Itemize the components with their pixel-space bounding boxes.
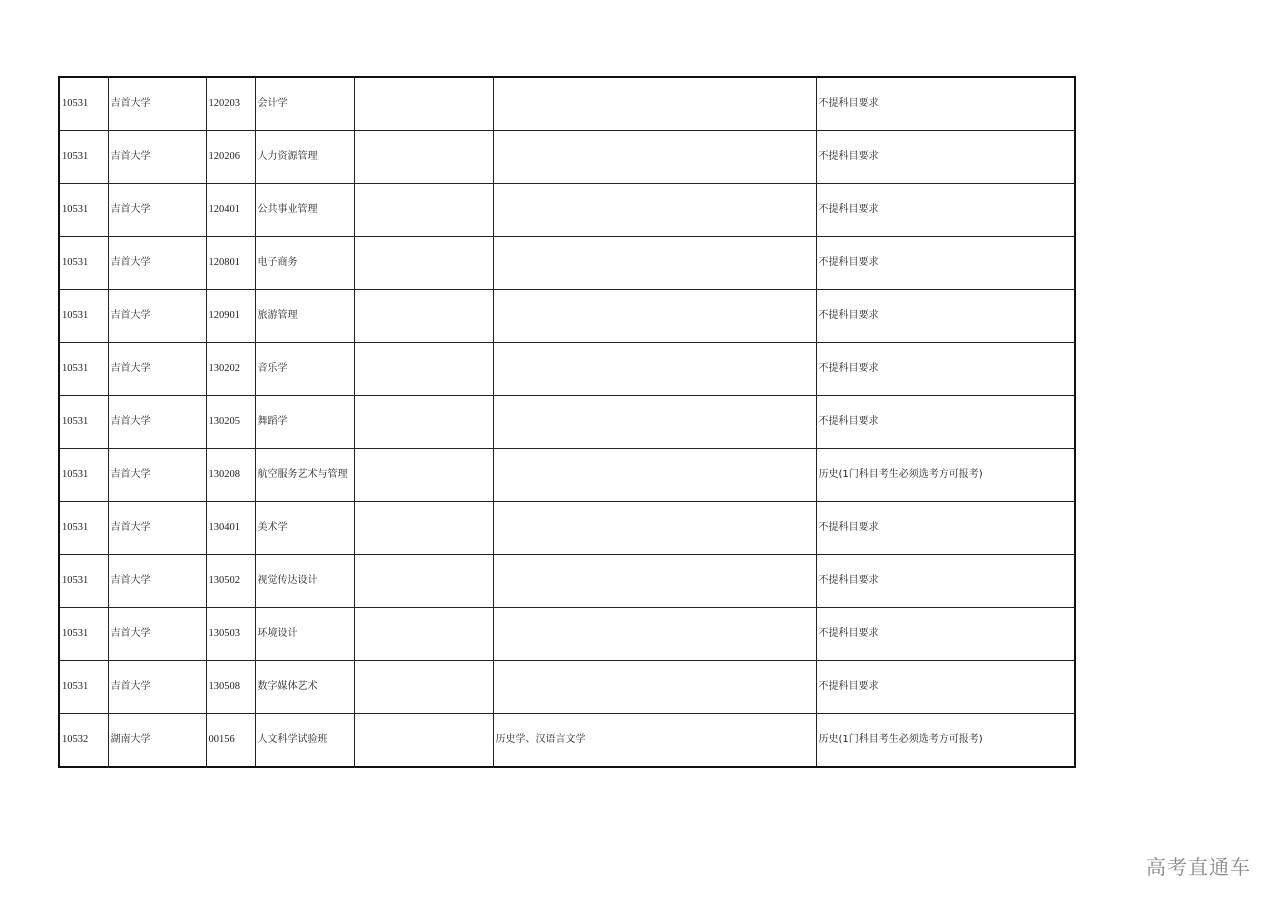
major-code-cell: 120401	[206, 184, 255, 237]
school-code-cell: 10531	[59, 661, 108, 714]
major-name-cell: 旅游管理	[255, 290, 354, 343]
school-code-cell: 10531	[59, 502, 108, 555]
subject-requirement-cell: 不提科目要求	[816, 555, 1075, 608]
subject-requirement-cell: 不提科目要求	[816, 184, 1075, 237]
blank-cell	[354, 131, 493, 184]
table-row	[59, 714, 1075, 768]
blank-cell	[354, 290, 493, 343]
school-code-cell: 10531	[59, 237, 108, 290]
school-name-cell: 吉首大学	[108, 502, 206, 555]
subject-requirement-cell: 不提科目要求	[816, 77, 1075, 131]
school-name-cell: 吉首大学	[108, 237, 206, 290]
subject-requirement-cell: 不提科目要求	[816, 502, 1075, 555]
major-name-cell: 环境设计	[255, 608, 354, 661]
included-majors-cell	[493, 502, 816, 555]
major-name-cell: 人文科学试验班	[255, 714, 354, 768]
major-code-cell: 00156	[206, 714, 255, 768]
included-majors-cell	[493, 608, 816, 661]
included-majors-cell	[493, 290, 816, 343]
school-code-cell: 10531	[59, 396, 108, 449]
blank-cell	[354, 396, 493, 449]
major-code-cell: 120801	[206, 237, 255, 290]
table-row	[59, 555, 1075, 608]
school-name-cell: 吉首大学	[108, 131, 206, 184]
subject-requirement-cell: 不提科目要求	[816, 396, 1075, 449]
school-name-cell: 吉首大学	[108, 396, 206, 449]
included-majors-cell	[493, 77, 816, 131]
school-name-cell: 吉首大学	[108, 661, 206, 714]
included-majors-cell	[493, 184, 816, 237]
blank-cell	[354, 343, 493, 396]
major-name-cell: 人力资源管理	[255, 131, 354, 184]
major-code-cell: 130503	[206, 608, 255, 661]
major-name-cell: 公共事业管理	[255, 184, 354, 237]
table-row	[59, 343, 1075, 396]
school-code-cell: 10532	[59, 714, 108, 768]
school-name-cell: 吉首大学	[108, 555, 206, 608]
major-name-cell: 视觉传达设计	[255, 555, 354, 608]
table-row	[59, 77, 1075, 131]
major-name-cell: 音乐学	[255, 343, 354, 396]
table-row	[59, 290, 1075, 343]
subject-requirement-cell: 历史(1门科目考生必须选考方可报考)	[816, 449, 1075, 502]
major-name-cell: 电子商务	[255, 237, 354, 290]
subject-requirement-cell: 不提科目要求	[816, 608, 1075, 661]
subject-requirement-cell: 不提科目要求	[816, 343, 1075, 396]
included-majors-cell	[493, 449, 816, 502]
school-name-cell: 吉首大学	[108, 608, 206, 661]
school-code-cell: 10531	[59, 290, 108, 343]
blank-cell	[354, 555, 493, 608]
blank-cell	[354, 77, 493, 131]
table-row	[59, 449, 1075, 502]
school-code-cell: 10531	[59, 608, 108, 661]
included-majors-cell	[493, 131, 816, 184]
subject-requirement-cell: 不提科目要求	[816, 131, 1075, 184]
school-code-cell: 10531	[59, 449, 108, 502]
table-row	[59, 661, 1075, 714]
subject-requirement-cell: 不提科目要求	[816, 237, 1075, 290]
subject-requirement-cell: 不提科目要求	[816, 290, 1075, 343]
blank-cell	[354, 237, 493, 290]
major-name-cell: 舞蹈学	[255, 396, 354, 449]
blank-cell	[354, 714, 493, 768]
major-code-cell: 120206	[206, 131, 255, 184]
major-code-cell: 130202	[206, 343, 255, 396]
school-name-cell: 吉首大学	[108, 77, 206, 131]
blank-cell	[354, 608, 493, 661]
major-name-cell: 美术学	[255, 502, 354, 555]
blank-cell	[354, 502, 493, 555]
major-code-cell: 130205	[206, 396, 255, 449]
subject-requirements-table	[58, 76, 1076, 768]
major-code-cell: 120901	[206, 290, 255, 343]
major-name-cell: 会计学	[255, 77, 354, 131]
school-name-cell: 吉首大学	[108, 449, 206, 502]
table-row	[59, 608, 1075, 661]
watermark-logo-text: 高考直通车	[1146, 855, 1251, 879]
included-majors-cell	[493, 343, 816, 396]
school-code-cell: 10531	[59, 555, 108, 608]
school-name-cell: 吉首大学	[108, 184, 206, 237]
major-name-cell: 航空服务艺术与管理	[255, 449, 354, 502]
school-code-cell: 10531	[59, 343, 108, 396]
table-row	[59, 184, 1075, 237]
school-name-cell: 吉首大学	[108, 290, 206, 343]
included-majors-cell	[493, 661, 816, 714]
table-row	[59, 502, 1075, 555]
major-code-cell: 120203	[206, 77, 255, 131]
school-code-cell: 10531	[59, 184, 108, 237]
major-code-cell: 130208	[206, 449, 255, 502]
included-majors-cell	[493, 555, 816, 608]
school-name-cell: 吉首大学	[108, 343, 206, 396]
included-majors-cell	[493, 237, 816, 290]
table-row	[59, 131, 1075, 184]
included-majors-cell: 历史学、汉语言文学	[493, 714, 816, 768]
major-name-cell: 数字媒体艺术	[255, 661, 354, 714]
school-name-cell: 湖南大学	[108, 714, 206, 768]
major-code-cell: 130508	[206, 661, 255, 714]
subject-requirement-cell: 不提科目要求	[816, 661, 1075, 714]
blank-cell	[354, 661, 493, 714]
school-code-cell: 10531	[59, 131, 108, 184]
major-code-cell: 130401	[206, 502, 255, 555]
major-code-cell: 130502	[206, 555, 255, 608]
table-row	[59, 237, 1075, 290]
blank-cell	[354, 449, 493, 502]
table-row	[59, 396, 1075, 449]
blank-cell	[354, 184, 493, 237]
school-code-cell: 10531	[59, 77, 108, 131]
subject-requirement-cell: 历史(1门科目考生必须选考方可报考)	[816, 714, 1075, 768]
included-majors-cell	[493, 396, 816, 449]
